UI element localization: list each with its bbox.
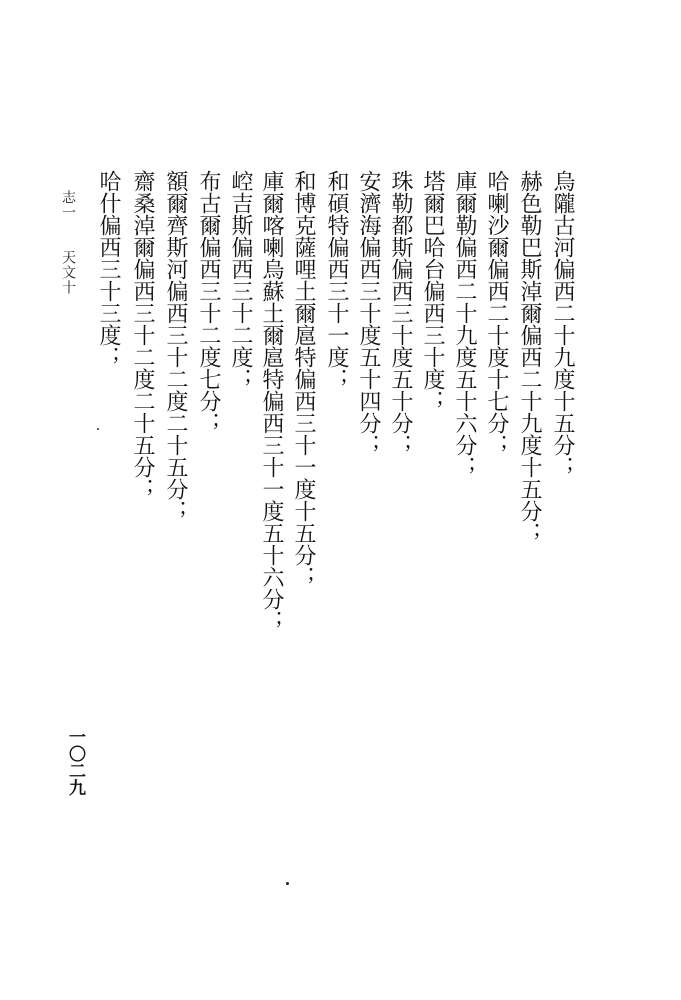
entry-8: 和碩特偏西三十一度； [324, 170, 349, 390]
header-section: 天文十 [60, 250, 76, 295]
entry-13: 額爾齊斯河偏西三十二度二十五分； [163, 170, 188, 522]
entry-2: 赫色勒巴斯淖爾偏西二十九度十五分； [517, 170, 542, 544]
entry-9: 和博克薩哩土爾扈特偏西三十一度十五分； [291, 170, 316, 588]
ink-speck [97, 428, 99, 430]
entry-6: 珠勒都斯偏西三十度五十分； [388, 170, 413, 456]
entry-11: 崆吉斯偏西三十二度； [228, 170, 253, 390]
entry-1: 烏隴古河偏西二十九度十五分； [550, 170, 575, 478]
entry-15: 哈什偏西三十三度； [96, 170, 121, 368]
entry-4: 庫爾勒偏西二十九度五十六分； [452, 170, 477, 478]
entry-12: 布古爾偏西三十二度七分； [196, 170, 221, 434]
entry-10: 庫爾喀喇烏蘇土爾扈特偏西三十一度五十六分； [259, 170, 284, 632]
ink-speck [286, 882, 289, 885]
entry-5: 塔爾巴哈台偏西三十度； [420, 170, 445, 412]
page-number: 一〇二九 [65, 728, 85, 796]
entry-3: 哈喇沙爾偏西二十度十七分； [484, 170, 509, 456]
header-chapter: 志一 [60, 190, 76, 220]
running-header [58, 190, 78, 295]
entry-7: 安濟海偏西三十度五十四分； [356, 170, 381, 456]
entry-14: 齋桑淖爾偏西三十二度二十五分； [130, 170, 155, 500]
